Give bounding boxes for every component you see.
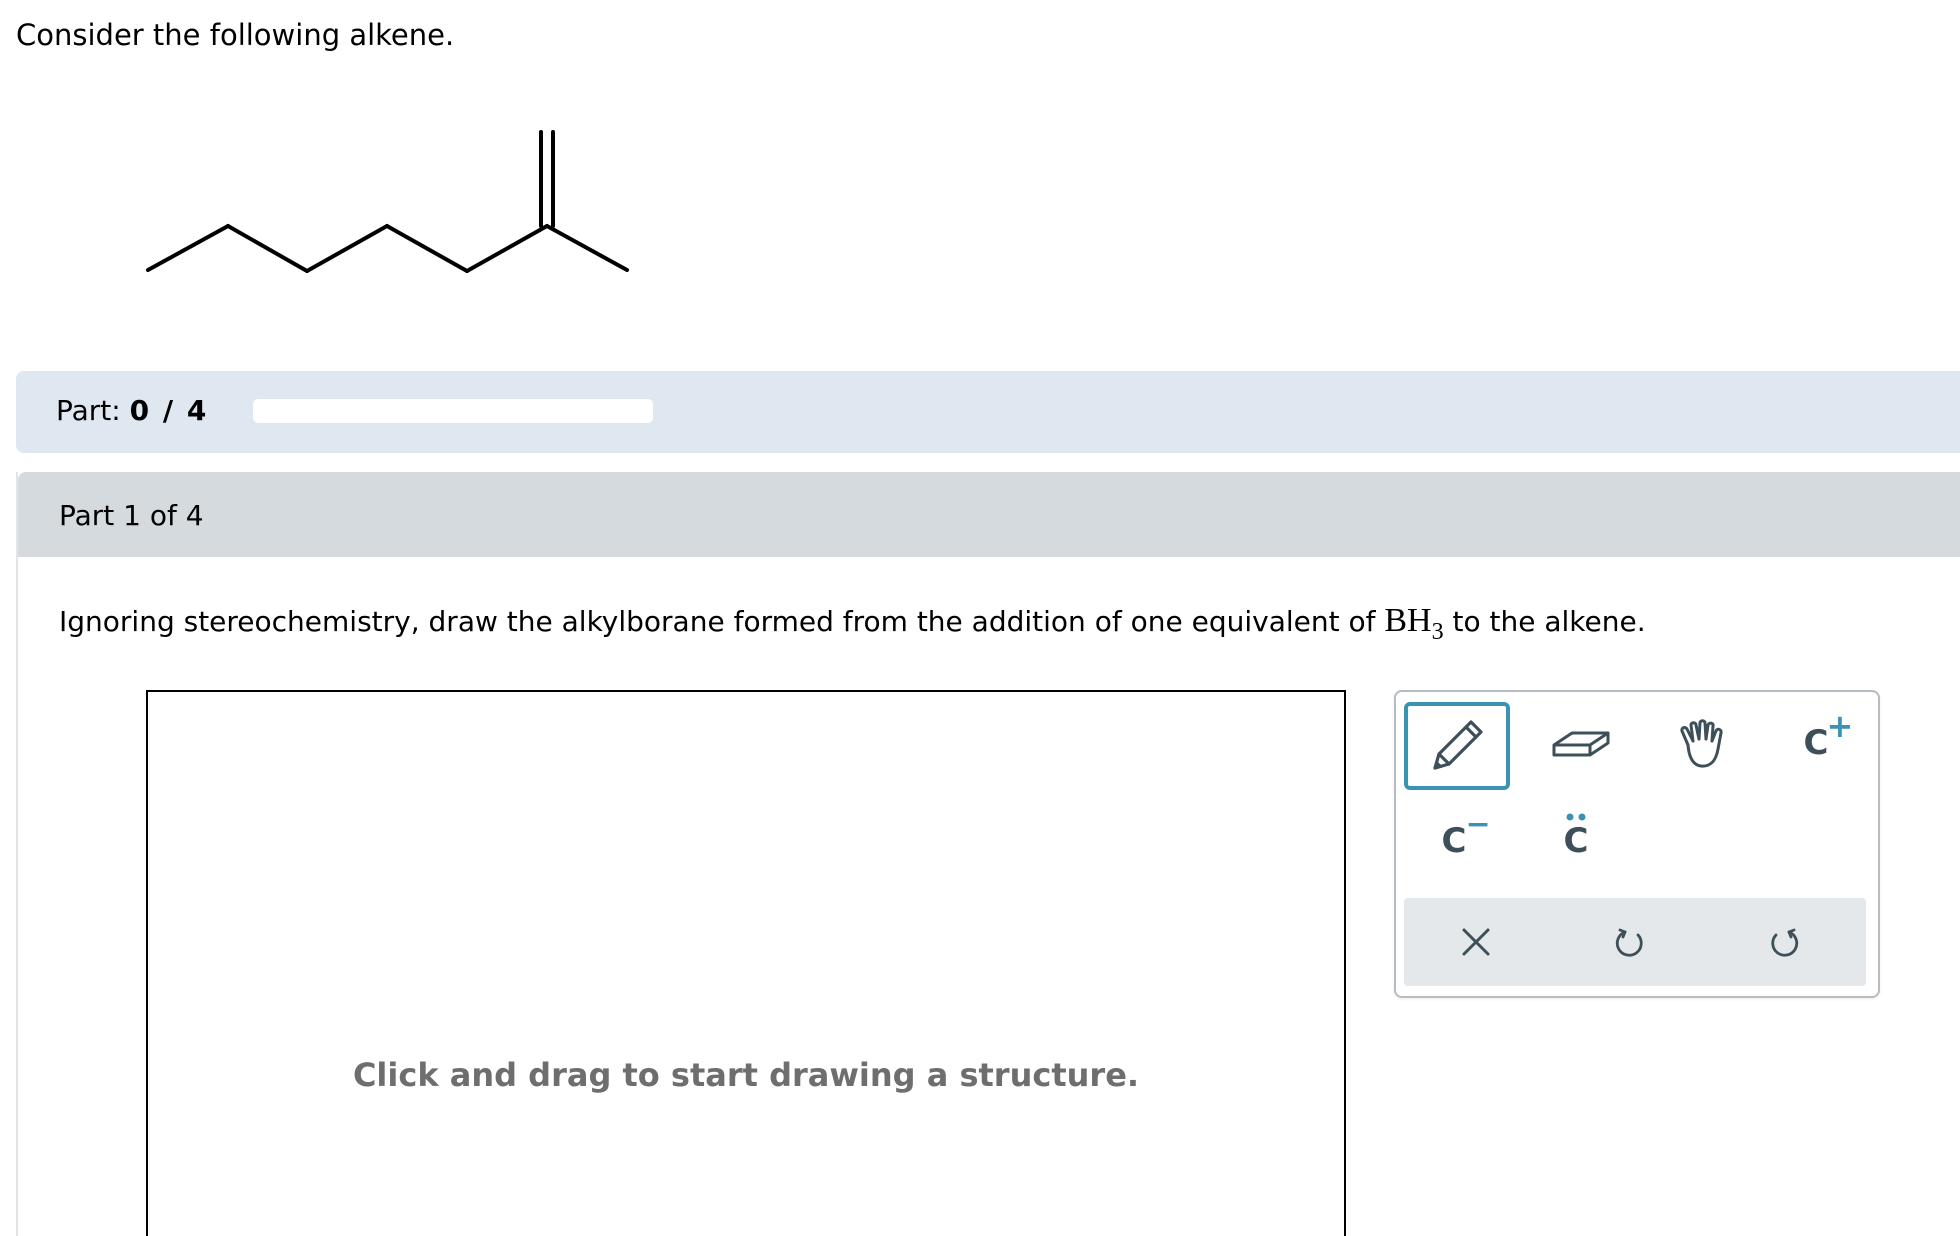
atom-letter: C <box>1441 821 1467 861</box>
progress-track <box>253 399 653 423</box>
pencil-icon <box>1425 714 1489 778</box>
alkene-structure <box>130 118 650 288</box>
drawing-toolbar <box>1394 690 1880 998</box>
bond <box>547 226 627 270</box>
bond <box>467 226 547 271</box>
formula-subscript: 3 <box>1431 618 1444 645</box>
part-header <box>18 472 1960 557</box>
part-progress-bar <box>16 371 1960 453</box>
pencil-tool-button[interactable] <box>1404 702 1510 790</box>
instruction-text: Ignoring stereochemistry, draw the alkylborane formed from the addition of one equivalent of <box>59 605 1385 638</box>
hand-tool-button[interactable] <box>1656 702 1756 784</box>
progress-label <box>56 394 208 427</box>
part-title: Part 1 of 4 <box>59 499 204 532</box>
bond <box>387 226 467 271</box>
negative-charge-icon <box>1441 807 1491 861</box>
eraser-icon <box>1550 711 1614 775</box>
atom-letter: C <box>1803 723 1829 763</box>
lone-pair-dots <box>1564 812 1588 822</box>
drawing-canvas[interactable] <box>146 690 1346 1236</box>
bond <box>307 226 387 271</box>
eraser-tool-button[interactable] <box>1532 702 1632 784</box>
redo-button[interactable] <box>1734 898 1834 986</box>
progress-label-text: Part: <box>56 394 121 427</box>
question-intro: Consider the following alkene. <box>16 18 455 52</box>
part-card <box>16 472 1960 1236</box>
hand-icon <box>1674 711 1738 775</box>
clear-button[interactable] <box>1426 898 1526 986</box>
lone-pair-icon <box>1564 821 1589 861</box>
canvas-hint: Click and drag to start drawing a structure. <box>352 1056 1140 1094</box>
undo-button[interactable] <box>1580 898 1680 986</box>
lone-pair-button[interactable] <box>1526 800 1626 882</box>
charge-sign: + <box>1826 707 1854 745</box>
redo-icon <box>1766 924 1802 960</box>
bond <box>228 226 307 271</box>
action-bar <box>1404 898 1866 986</box>
progress-value: 0 / 4 <box>129 394 209 427</box>
charge-sign: − <box>1465 807 1491 842</box>
undo-icon <box>1612 924 1648 960</box>
positive-charge-icon <box>1803 707 1854 763</box>
positive-charge-button[interactable] <box>1766 702 1866 784</box>
negative-charge-button[interactable] <box>1404 800 1504 882</box>
bond <box>148 226 228 270</box>
atom-letter: C <box>1563 821 1589 861</box>
clear-icon <box>1458 924 1494 960</box>
instruction-text-end: to the alkene. <box>1443 605 1646 638</box>
formula-base: BH <box>1384 602 1432 639</box>
reagent-formula <box>1384 602 1444 645</box>
part-instruction <box>59 602 1646 646</box>
